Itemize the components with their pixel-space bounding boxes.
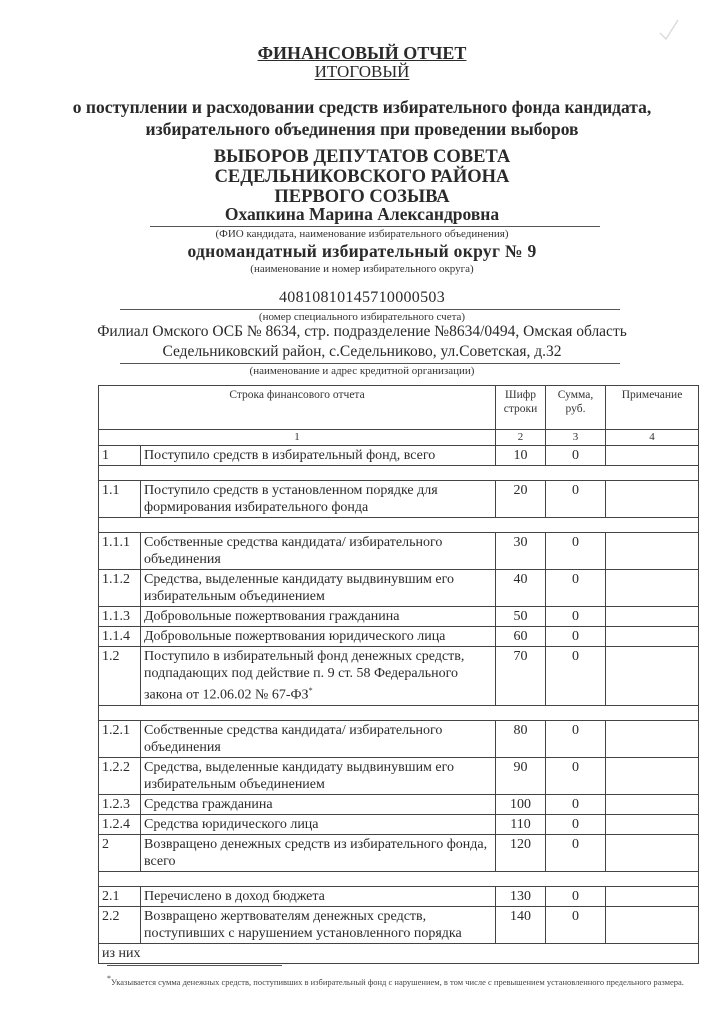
table-row <box>99 906 699 943</box>
footnote-divider <box>107 965 282 966</box>
row-text-label: Средства, выделенные кандидату выдвинувшим его избирательным объединением <box>144 759 455 792</box>
spacer-cell <box>99 871 699 886</box>
spacer-cell <box>99 466 699 481</box>
row-note <box>606 906 699 943</box>
table-row <box>99 627 699 647</box>
table-row <box>99 834 699 871</box>
row-number: 1.2.2 <box>99 757 141 794</box>
row-note <box>606 533 699 570</box>
col-index-3: 3 <box>546 430 606 446</box>
row-number: 1.1.2 <box>99 570 141 607</box>
row-number: 1.2 <box>99 647 141 706</box>
row-text-label: Средства гражданина <box>144 796 273 812</box>
row-code: 90 <box>496 757 546 794</box>
spacer-cell <box>99 518 699 533</box>
row-code: 20 <box>496 481 546 518</box>
row-number: 1.1 <box>99 481 141 518</box>
col-header-note: Примечание <box>606 386 699 430</box>
row-sum: 0 <box>546 906 606 943</box>
col-index-2: 2 <box>496 430 546 446</box>
row-sum: 0 <box>546 647 606 706</box>
table-row <box>99 720 699 757</box>
row-sum: 0 <box>546 814 606 834</box>
row-text-label: Собственные средства кандидата/ избирательного объединения <box>144 535 443 567</box>
row-note <box>606 794 699 814</box>
account-number: 40810810145710000503 <box>279 289 445 306</box>
col-header-line: Строка финансового отчета <box>99 386 496 430</box>
district-name: одномандатный избирательный округ № 9 <box>187 241 537 261</box>
row-text <box>141 533 496 570</box>
row-code: 130 <box>496 886 546 906</box>
row-number: 1.2.1 <box>99 720 141 757</box>
row-code: 10 <box>496 446 546 466</box>
row-code: 120 <box>496 834 546 871</box>
table-row <box>99 446 699 466</box>
row-sum: 0 <box>546 570 606 607</box>
row-text <box>141 481 496 518</box>
row-text <box>141 886 496 906</box>
row-text <box>141 906 496 943</box>
spacer-row <box>99 466 699 481</box>
table-row <box>99 647 699 706</box>
row-text-label: Поступило в избирательный фонд денежных средств, подпадающих под действие п. 9 ст. 58 Федерального закона от 12.06.02 № 67-ФЗ <box>144 649 465 703</box>
footnote-text: Указывается сумма денежных средств, поступивших в избирательный фонд с нарушением, в том числе с превышением установленного предельного размера. <box>111 976 684 987</box>
col-header-code: Шифр строки <box>496 386 546 430</box>
row-number: 2 <box>99 834 141 871</box>
row-code: 110 <box>496 814 546 834</box>
row-sum: 0 <box>546 794 606 814</box>
bank-underline <box>120 363 620 364</box>
footnote-ref: * <box>308 686 313 695</box>
row-text-label: Средства юридического лица <box>144 816 319 832</box>
row-note <box>606 720 699 757</box>
report-subtitle: ИТОГОВЫЙ <box>314 62 410 81</box>
row-note <box>606 446 699 466</box>
spacer-cell <box>99 705 699 720</box>
row-code: 80 <box>496 720 546 757</box>
about-line-2: избирательного объединения при проведении выборов <box>145 119 579 139</box>
row-text <box>141 720 496 757</box>
bank-details <box>0 322 724 362</box>
row-number: 1.1.3 <box>99 607 141 627</box>
table-row <box>99 533 699 570</box>
row-text <box>141 627 496 647</box>
row-text-label: Поступило средств в установленном порядке для формирования избирательного фонда <box>144 483 438 515</box>
row-text-label: Возвращено денежных средств из избирательного фонда, всего <box>144 836 488 869</box>
about-line-1: о поступлении и расходовании средств избирательного фонда кандидата, <box>72 97 652 117</box>
report-title: ФИНАНСОВЫЙ ОТЧЕТ <box>257 43 467 63</box>
row-number: 1.2.3 <box>99 794 141 814</box>
row-text <box>141 446 496 466</box>
row-text <box>141 570 496 607</box>
row-number: 1.2.4 <box>99 814 141 834</box>
row-note <box>606 570 699 607</box>
row-text <box>141 647 496 706</box>
col-index-4: 4 <box>606 430 699 446</box>
election-name <box>0 147 724 207</box>
row-sum: 0 <box>546 720 606 757</box>
table-row <box>99 794 699 814</box>
row-code: 40 <box>496 570 546 607</box>
account-underline <box>120 309 620 310</box>
row-text-label: Поступило средств в избирательный фонд, всего <box>144 448 436 463</box>
row-sum: 0 <box>546 627 606 647</box>
row-code: 70 <box>496 647 546 706</box>
table-header-row <box>99 386 699 430</box>
account-caption: (номер специального избирательного счета) <box>258 311 466 323</box>
table-row <box>99 481 699 518</box>
row-sum: 0 <box>546 607 606 627</box>
row-note <box>606 627 699 647</box>
row-number: 1.1.1 <box>99 533 141 570</box>
row-sum: 0 <box>546 757 606 794</box>
financial-report-table <box>98 385 699 964</box>
row-text <box>141 834 496 871</box>
candidate-caption: (ФИО кандидата, наименование избирательного объединения) <box>215 228 509 240</box>
row-code: 30 <box>496 533 546 570</box>
row-sum: 0 <box>546 834 606 871</box>
report-about <box>0 96 724 140</box>
row-number: 2.1 <box>99 886 141 906</box>
table-row <box>99 886 699 906</box>
election-line-1: ВЫБОРОВ ДЕПУТАТОВ СОВЕТА <box>213 147 511 167</box>
row-number: 1.1.4 <box>99 627 141 647</box>
table-row <box>99 570 699 607</box>
row-sum: 0 <box>546 481 606 518</box>
row-code: 140 <box>496 906 546 943</box>
bank-line-1: Филиал Омского ОСБ № 8634, стр. подразделение №8634/0494, Омская область <box>97 323 627 340</box>
row-note <box>606 814 699 834</box>
row-sum: 0 <box>546 886 606 906</box>
row-note <box>606 757 699 794</box>
row-text-label: Перечислено в доход бюджета <box>144 888 325 904</box>
table-row <box>99 757 699 794</box>
row-code: 60 <box>496 627 546 647</box>
row-note <box>606 886 699 906</box>
row-text-label: Возвращено жертвователям денежных средств, поступивших с нарушением установленного порядка <box>144 908 462 941</box>
table-row <box>99 607 699 627</box>
row-text <box>141 607 496 627</box>
bank-caption: (наименование и адрес кредитной организации) <box>249 365 475 377</box>
row-number: 2.2 <box>99 906 141 943</box>
row-note <box>606 607 699 627</box>
spacer-row <box>99 705 699 720</box>
row-sum: 0 <box>546 533 606 570</box>
candidate-name: Охапкина Марина Александровна <box>224 204 500 224</box>
row-text <box>141 757 496 794</box>
col-index-1: 1 <box>99 430 496 446</box>
of-which-label: из них <box>99 943 699 963</box>
table-row-of-which <box>99 943 699 963</box>
row-text <box>141 794 496 814</box>
row-note <box>606 481 699 518</box>
table-index-row <box>99 430 699 446</box>
checkmark-icon <box>658 18 680 42</box>
row-number: 1 <box>99 446 141 466</box>
row-text <box>141 814 496 834</box>
row-text-label: Добровольные пожертвования юридического лица <box>144 629 446 644</box>
row-code: 50 <box>496 607 546 627</box>
row-note <box>606 834 699 871</box>
table-row <box>99 814 699 834</box>
row-sum: 0 <box>546 446 606 466</box>
row-text-label: Добровольные пожертвования гражданина <box>144 609 400 624</box>
footnote-mark: * <box>107 974 111 983</box>
election-line-2: СЕДЕЛЬНИКОВСКОГО РАЙОНА <box>214 167 510 187</box>
election-line-3: ПЕРВОГО СОЗЫВА <box>274 187 450 207</box>
row-code: 100 <box>496 794 546 814</box>
spacer-row <box>99 518 699 533</box>
row-text-label: Средства, выделенные кандидату выдвинувшим его избирательным объединением <box>144 572 455 604</box>
row-note <box>606 647 699 706</box>
row-text-label: Собственные средства кандидата/ избирательного объединения <box>144 722 443 755</box>
district-caption: (наименование и номер избирательного округа) <box>250 263 474 275</box>
bank-line-2: Седельниковский район, с.Седельниково, ул.Советская, д.32 <box>162 343 562 360</box>
candidate-underline <box>150 226 600 227</box>
spacer-row <box>99 871 699 886</box>
footnote <box>107 972 687 989</box>
col-header-sum: Сумма, руб. <box>546 386 606 430</box>
